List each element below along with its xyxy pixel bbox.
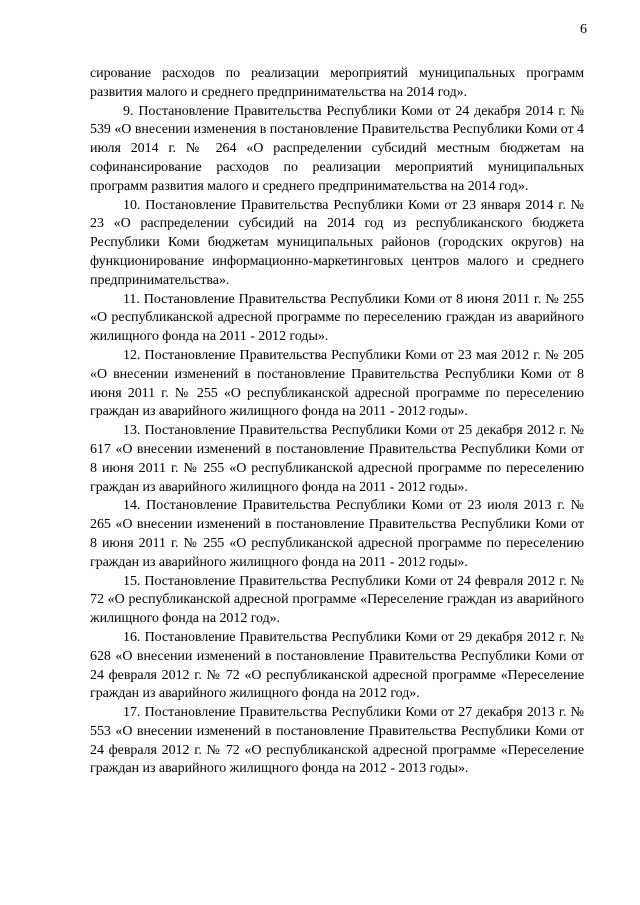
list-item-11: 11. Постановление Правительства Республики Коми от 8 июня 2011 г. № 255 «О республиканской адресной программе по переселению граждан из аварийного жилищного фонда на 2011 - 2012 годы». [90, 291, 584, 345]
list-item-15: 15. Постановление Правительства Республики Коми от 24 февраля 2012 г. № 72 «О республиканской адресной программе «Переселение граждан из аварийного жилищного фонда на 2012 год». [90, 573, 584, 627]
list-item-16: 16. Постановление Правительства Республики Коми от 29 декабря 2012 г. № 628 «О внесении изменений в постановление Правительства Республики Коми от 24 февраля 2012 г. № 72 «О республиканской адресной программе «Переселение граждан из аварийного жилищного фонда на 2012 год». [90, 629, 584, 702]
list-item-10: 10. Постановление Правительства Республики Коми от 23 января 2014 г. № 23 «О распределении субсидий на 2014 год из республиканского бюджета Республики Коми бюджетам муниципальных районов (городских округов) на функционирование информационно-маркетинговых центров малого и среднего предпринимательства». [90, 197, 584, 288]
list-item-13: 13. Постановление Правительства Республики Коми от 25 декабря 2012 г. № 617 «О внесении изменений в постановление Правительства Республики Коми от 8 июня 2011 г. № 255 «О республиканской адресной программе по переселению граждан из аварийного жилищного фонда на 2011 - 2012 годы». [90, 423, 584, 495]
list-item-9: 9. Постановление Правительства Республики Коми от 24 декабря 2014 г. № 539 «О внесении изменения в постановление Правительства Республики Коми от 4 июля 2014 г. № 264 «О распределении субсидий местным бюджетам на софинансирование расходов по реализации мероприятий муниципальных программ развития малого и среднего предпринимательства на 2014 год». [90, 103, 584, 194]
document-body [90, 65, 584, 779]
list-item-12: 12. Постановление Правительства Республики Коми от 23 мая 2012 г. № 205 «О внесении изменений в постановление Правительства Республики Коми от 8 июня 2011 г. № 255 «О республиканской адресной программе по переселению граждан из аварийного жилищного фонда на 2011 - 2012 годы». [90, 347, 584, 420]
paragraph-continuation: сирование расходов по реализации мероприятий муниципальных программ развития малого и среднего предпринимательства на 2014 год». [90, 66, 584, 100]
list-item-17: 17. Постановление Правительства Республики Коми от 27 декабря 2013 г. № 553 «О внесении изменений в постановление Правительства Республики Коми от 24 февраля 2012 г. № 72 «О республиканской адресной программе «Переселение граждан из аварийного жилищного фонда на 2012 - 2013 годы». [90, 705, 584, 777]
list-item-14: 14. Постановление Правительства Республики Коми от 23 июля 2013 г. № 265 «О внесении изменений в постановление Правительства Республики Коми от 8 июня 2011 г. № 255 «О республиканской адресной программе по переселению граждан из аварийного жилищного фонда на 2011 - 2012 годы». [90, 498, 584, 570]
page-number: 6 [580, 22, 587, 37]
